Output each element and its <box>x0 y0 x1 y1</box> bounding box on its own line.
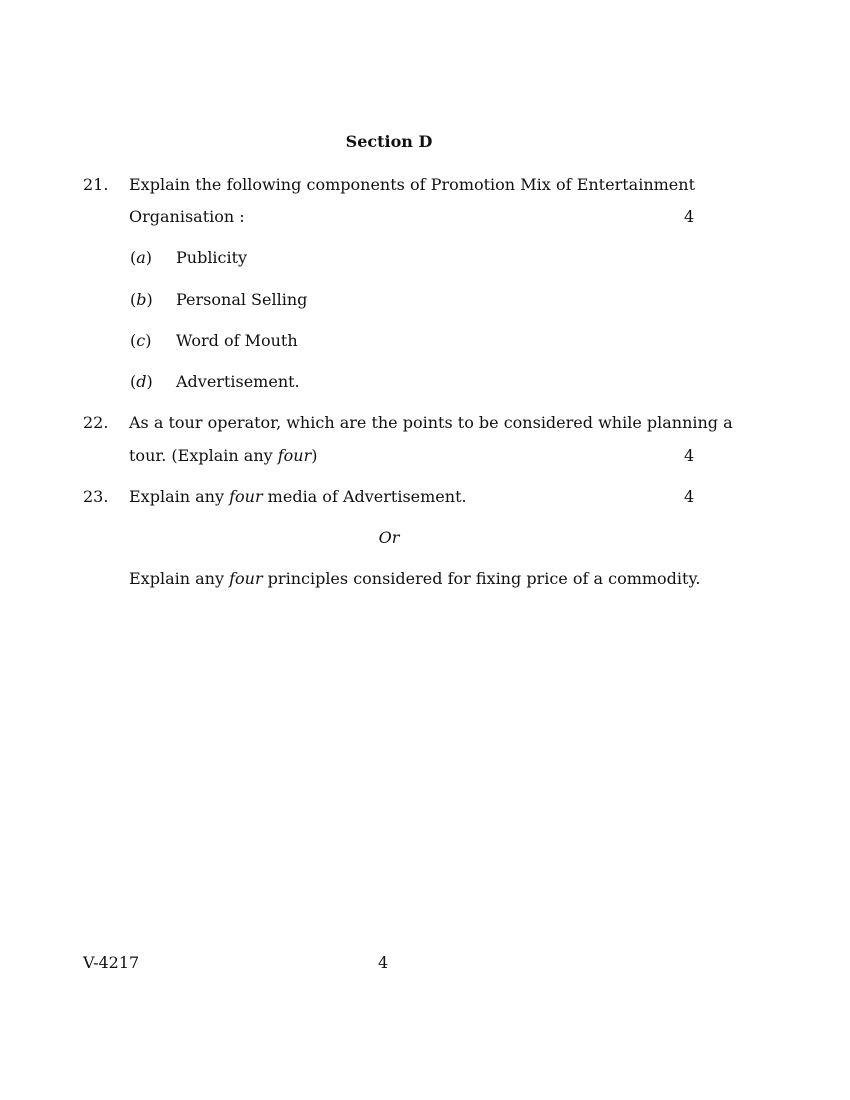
q21-part-a-label: (a) <box>130 248 153 267</box>
question-21-line2: Organisation : <box>129 207 245 226</box>
question-21-marks: 4 <box>684 207 695 226</box>
q21-part-c-text: Word of Mouth <box>176 331 298 350</box>
question-22-line1: As a tour operator, which are the points to be considered while planning a <box>129 413 733 432</box>
question-21-number: 21. <box>83 175 109 194</box>
question-23-text: Explain any four media of Advertisement. <box>129 487 467 506</box>
question-23-number: 23. <box>83 487 109 506</box>
q21-part-d-text: Advertisement. <box>176 372 300 391</box>
section-title: Section D <box>345 132 433 151</box>
q21-part-b-label: (b) <box>130 290 153 309</box>
question-23-alternative: Explain any four principles considered for fixing price of a commodity. <box>129 569 701 588</box>
q21-part-d-label: (d) <box>130 372 153 391</box>
q21-part-b-text: Personal Selling <box>176 290 308 309</box>
question-22-marks: 4 <box>684 446 695 465</box>
question-22-line2: tour. (Explain any four) <box>129 446 318 465</box>
q21-part-c-label: (c) <box>130 331 152 350</box>
q21-part-a-text: Publicity <box>176 248 248 267</box>
or-separator: Or <box>378 528 400 547</box>
question-23-marks: 4 <box>684 487 695 506</box>
page-number: 4 <box>378 953 389 972</box>
question-21-line1: Explain the following components of Promotion Mix of Entertainment <box>129 175 695 194</box>
question-22-number: 22. <box>83 413 109 432</box>
paper-code: V-4217 <box>83 953 140 972</box>
